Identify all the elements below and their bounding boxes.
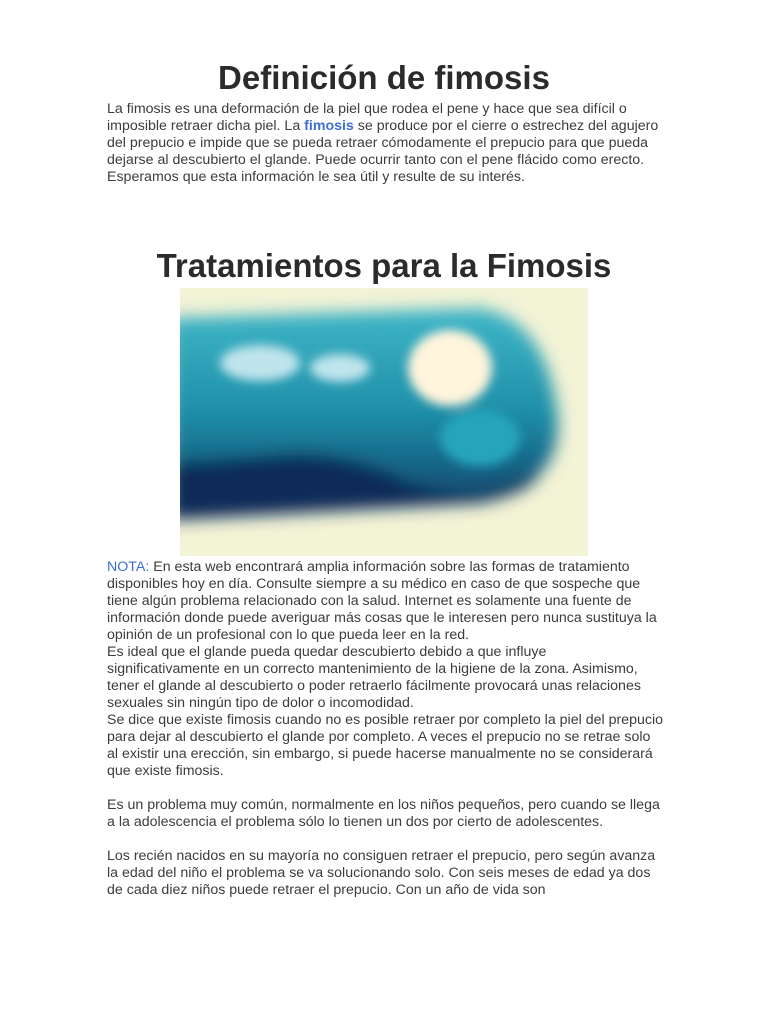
- illustration-photo: [180, 288, 588, 556]
- intro-paragraph: [107, 101, 663, 186]
- section-title: Tratamientos para la Fimosis: [156, 247, 612, 284]
- article-body: [107, 559, 663, 899]
- fimosis-link[interactable]: fimosis: [304, 118, 354, 134]
- paragraph-2: Se dice que existe fimosis cuando no es posible retraer por completo la piel del prepucio para dejar al descubierto el glande por completo. A veces el prepucio no se retrae solo al existir una erección, sin embargo, si puede hacerse manualmente no se considerará que existe fimosis.: [107, 712, 663, 779]
- nota-text: En esta web encontrará amplia información sobre las formas de tratamiento disponibles hoy en día. Consulte siempre a su médico en caso de que sospeche que tiene algún problema relacionado con la salud. Internet es solamente una fuente de información donde puede averiguar más cosas que le interesen pero nunca sustituya la opinión de un profesional con lo que pueda leer en la red.: [107, 559, 657, 643]
- nota-paragraph: [107, 559, 663, 644]
- paragraph-1: Es ideal que el glande pueda quedar descubierto debido a que influye significativamente en un correcto mantenimiento de la higiene de la zona. Asimismo, tener el glande al descubierto o poder retraerlo fácilmente provocará unas relaciones sexuales sin ningún tipo de dolor o incomodidad.: [107, 644, 641, 711]
- paragraph-spacer: [107, 831, 663, 848]
- paragraph-4: Los recién nacidos en su mayoría no consiguen retraer el prepucio, pero según avanza la edad del niño el problema se va solucionando solo. Con seis meses de edad ya dos de cada diez niños puede retraer el prepucio. Con un año de vida son: [107, 848, 656, 898]
- intro-text-start: La fimosis es una deformación de la piel que rodea el pene y hace que sea difícil o imposible retraer dicha piel. La: [107, 101, 627, 134]
- paragraph-3: Es un problema muy común, normalmente en los niños pequeños, pero cuando se llega a la adolescencia el problema sólo lo tienen un dos por cierto de adolescentes.: [107, 797, 660, 830]
- nota-label: NOTA:: [107, 559, 150, 575]
- paragraph-spacer: [107, 780, 663, 797]
- illustration-graphic: [180, 288, 588, 556]
- page-title: Definición de fimosis: [218, 59, 550, 96]
- intro-text-end: se produce por el cierre o estrechez del agujero del prepucio e impide que se pueda retraer cómodamente el prepucio para que pueda dejarse al descubierto el glande. Puede ocurrir tanto con el pene flácido como erecto. Esperamos que esta información le sea útil y resulte de su interés.: [107, 118, 659, 185]
